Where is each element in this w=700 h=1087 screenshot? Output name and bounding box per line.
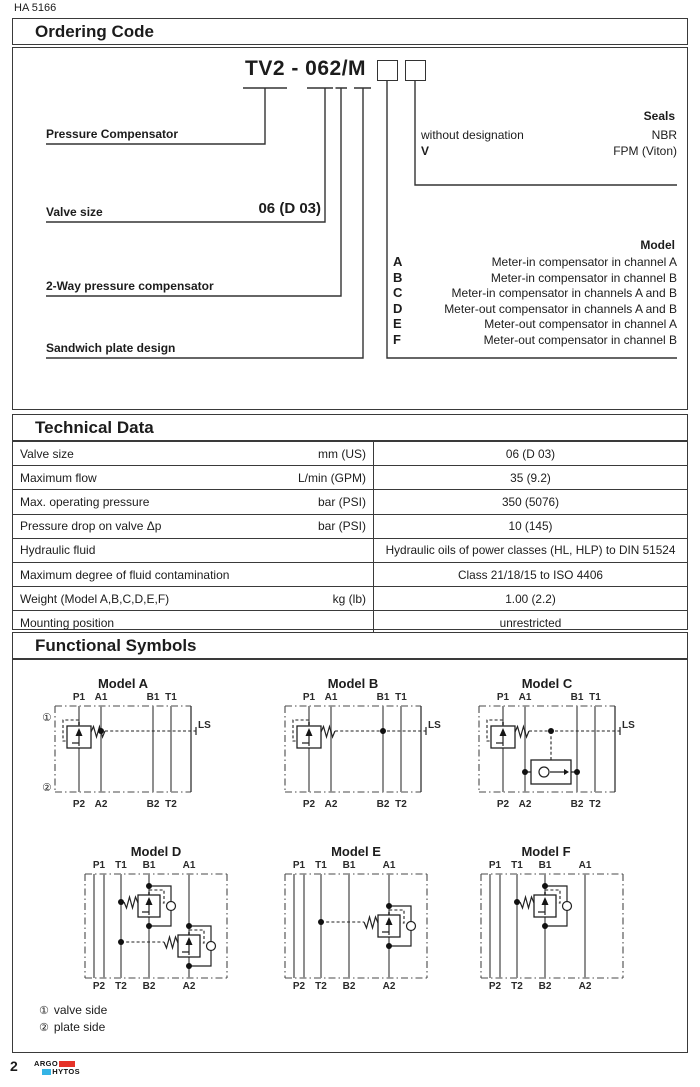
port-label: A2 bbox=[182, 981, 196, 992]
model-desc: Meter-in compensator in channel A bbox=[491, 255, 677, 269]
symbols-section-body bbox=[12, 659, 688, 1053]
model-a-title: Model A bbox=[97, 676, 149, 691]
seals-title: Seals bbox=[643, 109, 675, 123]
port-label: T1 bbox=[165, 692, 177, 703]
logo-blue-block bbox=[42, 1069, 51, 1075]
model-title: Model bbox=[640, 238, 675, 252]
callout-2: ② bbox=[42, 782, 52, 794]
model-e-title: Model E bbox=[331, 844, 381, 859]
port-label: B1 bbox=[570, 692, 584, 703]
model-b-title: Model B bbox=[327, 676, 379, 691]
port-label: A2 bbox=[578, 981, 592, 992]
ordering-section-body bbox=[12, 47, 688, 410]
model-desc: Meter-out compensator in channel B bbox=[483, 332, 677, 347]
port-label: A2 bbox=[382, 981, 396, 992]
port-label: B1 bbox=[342, 860, 356, 871]
port-label: B2 bbox=[376, 799, 390, 810]
model-code: E bbox=[393, 316, 402, 331]
order-code-box-model bbox=[377, 60, 398, 81]
port-label: A1 bbox=[182, 860, 196, 871]
row-unit: bar (PSI) bbox=[317, 494, 366, 509]
port-label: T2 bbox=[511, 981, 523, 992]
port-label: B1 bbox=[376, 692, 390, 703]
row-label: Hydraulic fluid bbox=[20, 543, 96, 558]
logo-text-argo: ARGO bbox=[34, 1059, 59, 1068]
logo-text-hytos: HYTOS bbox=[52, 1067, 80, 1076]
model-row bbox=[393, 332, 677, 348]
port-label: A1 bbox=[382, 860, 396, 871]
technical-section-header bbox=[12, 414, 688, 441]
port-label: P1 bbox=[302, 692, 316, 703]
port-label: B2 bbox=[538, 981, 552, 992]
port-label: P2 bbox=[488, 981, 502, 992]
symbols-section-title: Functional Symbols bbox=[35, 635, 197, 655]
model-e-diagram bbox=[275, 858, 435, 993]
row-value: Class 21/18/15 to ISO 4406 bbox=[458, 567, 603, 582]
row-label: Maximum degree of fluid contamination bbox=[20, 567, 230, 582]
port-label: T1 bbox=[315, 860, 327, 871]
row-value: 1.00 (2.2) bbox=[505, 591, 556, 606]
port-label: A2 bbox=[518, 799, 532, 810]
port-label: T1 bbox=[395, 692, 407, 703]
port-label: T2 bbox=[589, 799, 601, 810]
table-row bbox=[13, 538, 687, 562]
ordering-section-title: Ordering Code bbox=[35, 21, 155, 41]
port-label: P2 bbox=[92, 981, 106, 992]
callout-1: ① bbox=[39, 1003, 49, 1017]
footnote-plate-side bbox=[39, 1020, 105, 1034]
port-label: A2 bbox=[94, 799, 108, 810]
port-label: B1 bbox=[142, 860, 156, 871]
model-row bbox=[393, 270, 677, 286]
port-label: A1 bbox=[578, 860, 592, 871]
table-row bbox=[13, 489, 687, 513]
row-value: 06 (D 03) bbox=[505, 446, 556, 461]
seals-value: FPM (Viton) bbox=[613, 144, 677, 158]
doc-code: HA 5166 bbox=[14, 2, 57, 14]
port-label: A2 bbox=[324, 799, 338, 810]
port-label: B2 bbox=[570, 799, 584, 810]
label-valve-size: Valve size bbox=[46, 205, 103, 219]
model-row bbox=[393, 316, 677, 332]
table-row bbox=[13, 586, 687, 610]
seals-table bbox=[421, 128, 677, 160]
port-label: T2 bbox=[395, 799, 407, 810]
row-label: Weight (Model A,B,C,D,E,F) bbox=[20, 591, 170, 606]
ls-label: LS bbox=[198, 720, 211, 731]
port-label: P1 bbox=[92, 860, 106, 871]
page-number: 2 bbox=[10, 1058, 18, 1074]
model-d-title: Model D bbox=[130, 844, 182, 859]
footnote-valve-side bbox=[39, 1003, 107, 1017]
port-label: P2 bbox=[496, 799, 510, 810]
row-unit: kg (lb) bbox=[332, 591, 366, 606]
model-code: D bbox=[393, 300, 403, 316]
table-row bbox=[13, 610, 687, 634]
table-row bbox=[13, 562, 687, 586]
seals-value: NBR bbox=[651, 128, 677, 142]
callout-2: ② bbox=[39, 1020, 49, 1034]
model-f-title: Model F bbox=[521, 844, 571, 859]
model-desc: Meter-in compensator in channel B bbox=[490, 270, 677, 285]
port-label: B2 bbox=[142, 981, 156, 992]
ls-label: LS bbox=[428, 720, 441, 731]
port-label: T2 bbox=[165, 799, 177, 810]
row-unit: L/min (GPM) bbox=[297, 470, 366, 485]
model-c-title: Model C bbox=[521, 676, 573, 691]
port-label: B2 bbox=[342, 981, 356, 992]
symbols-section-header bbox=[12, 632, 688, 659]
ordering-section-header bbox=[12, 18, 688, 45]
order-code: TV2 - 062/M bbox=[245, 57, 367, 80]
port-label: P2 bbox=[302, 799, 316, 810]
row-label: Mounting position bbox=[20, 615, 115, 630]
port-label: A1 bbox=[324, 692, 338, 703]
technical-section-title: Technical Data bbox=[35, 417, 154, 437]
port-label: P1 bbox=[488, 860, 502, 871]
model-row bbox=[393, 254, 677, 270]
model-row bbox=[393, 301, 677, 317]
port-label: B1 bbox=[146, 692, 160, 703]
logo-red-block bbox=[59, 1061, 75, 1067]
table-row bbox=[13, 465, 687, 489]
model-a-diagram bbox=[41, 690, 221, 810]
port-label: P1 bbox=[496, 692, 510, 703]
row-value: Hydraulic oils of power classes (HL, HLP) to DIN 51524 bbox=[385, 543, 676, 558]
port-label: T2 bbox=[115, 981, 127, 992]
seals-code: without designation bbox=[421, 128, 524, 142]
port-label: A1 bbox=[94, 692, 108, 703]
seals-code: V bbox=[421, 144, 430, 158]
port-label: T1 bbox=[115, 860, 127, 871]
model-desc: Meter-out compensator in channels A and B bbox=[444, 301, 677, 316]
model-code: A bbox=[393, 254, 403, 269]
footnote-text: plate side bbox=[53, 1020, 106, 1034]
seals-row bbox=[421, 128, 677, 144]
callout-1: ① bbox=[42, 712, 52, 724]
port-label: A1 bbox=[518, 692, 532, 703]
model-table bbox=[393, 254, 677, 347]
model-b-diagram bbox=[271, 690, 451, 810]
row-label: Pressure drop on valve Δp bbox=[20, 519, 162, 534]
row-label: Valve size bbox=[20, 446, 74, 461]
model-code: F bbox=[393, 331, 401, 347]
technical-table bbox=[12, 441, 688, 630]
port-label: P2 bbox=[292, 981, 306, 992]
port-label: B1 bbox=[538, 860, 552, 871]
label-sandwich-design: Sandwich plate design bbox=[46, 341, 176, 355]
row-label: Maximum flow bbox=[20, 470, 97, 485]
port-label: T1 bbox=[511, 860, 523, 871]
port-label: P1 bbox=[72, 692, 86, 703]
model-code: C bbox=[393, 285, 403, 300]
port-label: P1 bbox=[292, 860, 306, 871]
model-c-diagram bbox=[465, 690, 645, 810]
row-value: 35 (9.2) bbox=[510, 470, 551, 485]
row-unit: bar (PSI) bbox=[317, 519, 366, 534]
model-desc: Meter-out compensator in channel A bbox=[484, 317, 677, 331]
valve-size-value: 06 (D 03) bbox=[258, 200, 321, 217]
label-pressure-compensator: Pressure Compensator bbox=[46, 127, 179, 141]
model-code: B bbox=[393, 269, 403, 285]
row-unit: mm (US) bbox=[318, 446, 366, 461]
model-row bbox=[393, 285, 677, 301]
table-row bbox=[13, 442, 687, 465]
table-row bbox=[13, 514, 687, 538]
port-label: T2 bbox=[315, 981, 327, 992]
argo-hytos-logo bbox=[34, 1060, 80, 1075]
row-value: unrestricted bbox=[499, 615, 562, 630]
model-desc: Meter-in compensator in channels A and B bbox=[451, 286, 677, 300]
row-value: 10 (145) bbox=[508, 519, 553, 534]
model-d-diagram bbox=[75, 858, 235, 993]
footnote-text: valve side bbox=[53, 1003, 108, 1017]
port-label: P2 bbox=[72, 799, 86, 810]
ls-label: LS bbox=[622, 720, 635, 731]
seals-row bbox=[421, 144, 677, 160]
row-label: Max. operating pressure bbox=[20, 494, 150, 509]
order-code-box-seals bbox=[405, 60, 426, 81]
port-label: B2 bbox=[146, 799, 160, 810]
port-label: T1 bbox=[589, 692, 601, 703]
label-2way-compensator: 2-Way pressure compensator bbox=[46, 279, 214, 293]
model-f-diagram bbox=[471, 858, 631, 993]
row-value: 350 (5076) bbox=[501, 494, 560, 509]
